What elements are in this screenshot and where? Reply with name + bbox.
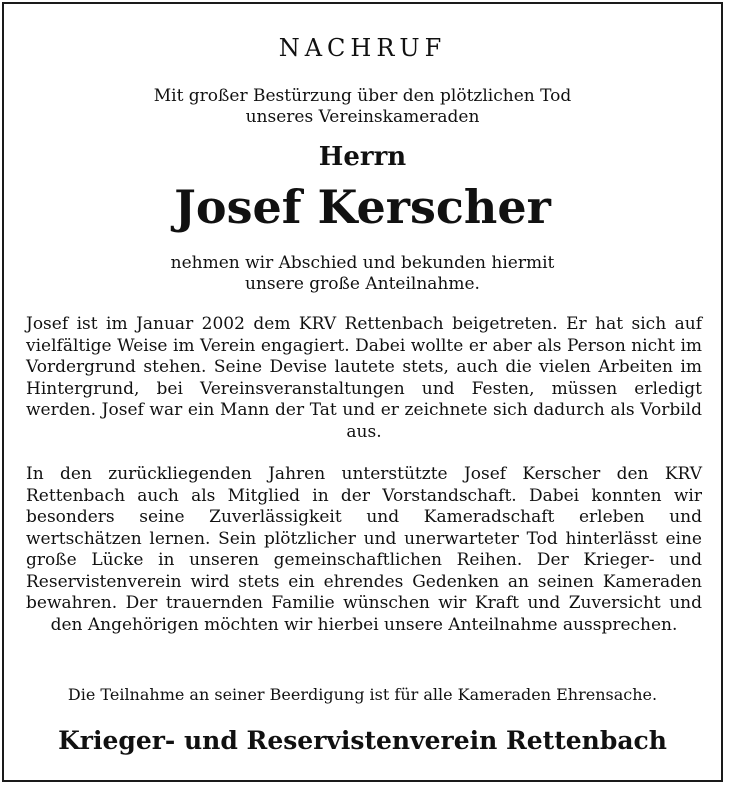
farewell-line: nehmen wir Abschied und bekunden hiermit (170, 253, 555, 273)
farewell-line: unsere große Anteilnahme. (245, 274, 480, 294)
intro-line: unseres Vereinskameraden (245, 107, 480, 127)
paragraph-membership: Josef ist im Januar 2002 dem KRV Rettenbach beigetreten. Er hat sich auf vielfältige Weise im Verein engagiert. Dabei wollte er aber als Person nicht im Vordergrund stehen. Seine Devise lautete stets, auch die vielen Arbeiten im Hintergrund, bei Vereinsveranstaltungen und Festen, müssen erledigt werden. Josef war ein Mann der Tat und er zeichnete sich dadurch als Vorbild aus. (26, 314, 702, 442)
obituary-notice (2, 2, 723, 782)
intro-text (4, 86, 721, 128)
deceased-name: Josef Kerscher (174, 180, 551, 234)
farewell-text (4, 253, 721, 295)
funeral-note: Die Teilnahme an seiner Beerdigung ist für alle Kameraden Ehrensache. (67, 685, 658, 704)
notice-title: NACHRUF (278, 34, 447, 62)
association-signature: Krieger- und Reservistenverein Rettenbach (58, 726, 667, 755)
paragraph-board-service: In den zurückliegenden Jahren unterstützte Josef Kerscher den KRV Rettenbach auch als Mitglied in der Vorstandschaft. Dabei konnten wir besonders seine Zuverlässigkeit und Kameradschaft erleben und wertschätzen lernen. Sein plötzlicher und unerwarteter Tod hinterlässt eine große Lücke in unseren gemeinschaftlichen Reihen. Der Krieger- und Reservistenverein wird stets ein ehrendes Gedenken an seinen Kameraden bewahren. Der trauernden Familie wünschen wir Kraft und Zuversicht und den Angehörigen möchten wir hierbei unsere Anteilnahme aussprechen. (26, 464, 702, 635)
salutation: Herrn (318, 142, 407, 172)
intro-line: Mit großer Bestürzung über den plötzlichen Tod (153, 86, 572, 106)
